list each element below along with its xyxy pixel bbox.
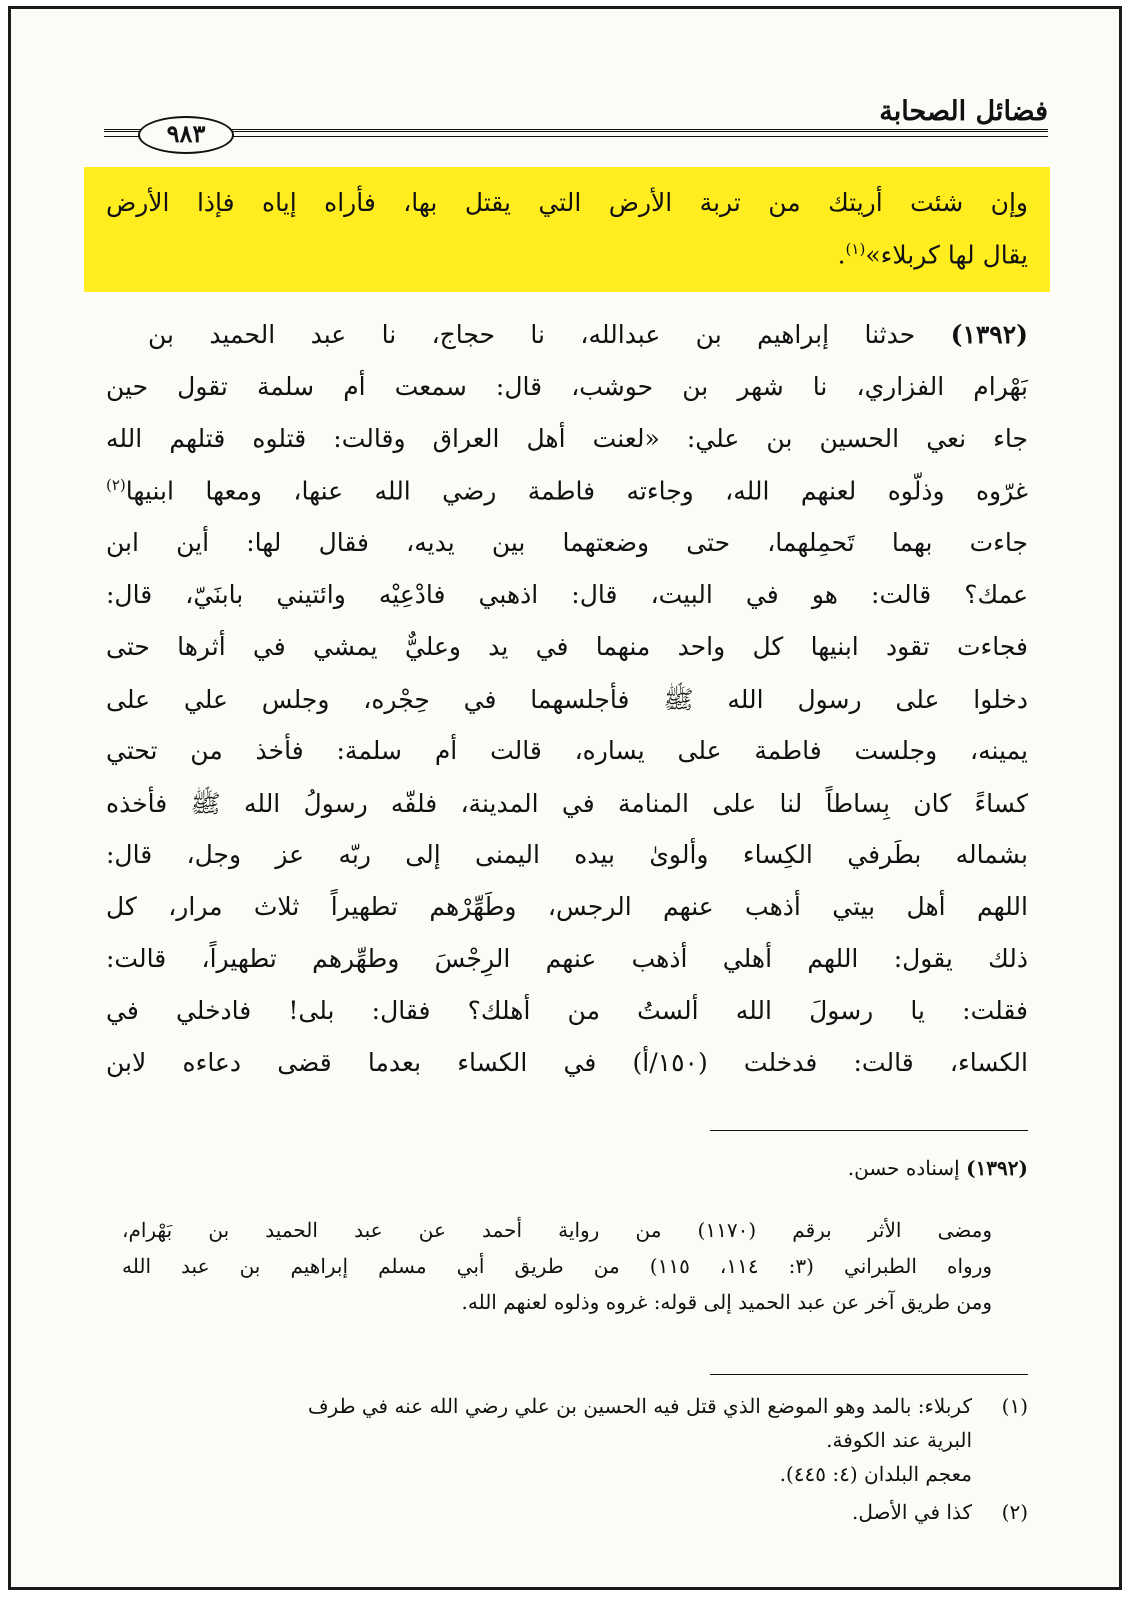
hadith-number: (١٣٩٢) — [950, 320, 1028, 349]
takhrij-separator — [710, 1130, 1028, 1131]
hadith-line-5: جاءت بهما تَحمِلهما، حتى وضعتهما بين يديه، فقال لها: أين ابن — [106, 528, 1028, 557]
footnote-1-marker: (١) — [1001, 1394, 1028, 1418]
takhrij-number: (١٣٩٢) — [966, 1156, 1028, 1180]
hadith-line-14: فقلت: يا رسولَ الله ألستُ من أهلك؟ فقال: بلى! فادخلي في — [106, 996, 1028, 1025]
hadith-line-10: كساءً كان بِساطاً لنا على المنامة في المدينة، فلفّه رسولُ الله ﷺ فأخذه — [106, 789, 1028, 818]
footnote-1-line-3: معجم البلدان (٤: ٤٤٥). — [779, 1462, 972, 1486]
highlighted-line-2-tail: . — [837, 240, 846, 270]
takhrij-heading — [106, 1156, 1028, 1180]
footnote-separator — [710, 1374, 1028, 1375]
highlighted-line-2-text: يقال لها كربلاء» — [865, 240, 1028, 270]
footnote-1-line-1 — [106, 1394, 1028, 1418]
highlighted-line-2 — [106, 240, 1028, 269]
hadith-line-1-text: حدثنا إبراهيم بن عبدالله، نا حجاج، نا عبد الحميد بن — [148, 320, 916, 349]
hadith-line-11: بشماله بطَرفي الكِساء وألوىٰ بيده اليمنى إلى ربّه عز وجل، قال: — [106, 840, 1028, 869]
takhrij-line-1: ومضى الأثر برقم (١١٧٠) من رواية أحمد عن عبد الحميد بن بَهْرام، — [122, 1218, 992, 1242]
hadith-line-3: جاء نعي الحسين بن علي: «لعنت أهل العراق وقالت: قتلوه قتلهم الله — [106, 424, 1028, 453]
footnote-2-marker: (٢) — [1001, 1500, 1028, 1524]
hadith-line-12: اللهم أهل بيتي أذهب عنهم الرجس، وطَهِّرْهم تطهيراً ثلاث مرار، كل — [106, 892, 1029, 921]
takhrij-line-3: ومن طريق آخر عن عبد الحميد إلى قوله: غروه وذلوه لعنهم الله. — [461, 1290, 992, 1314]
hadith-line-15: الكساء، قالت: فدخلت (١٥٠/أ) في الكساء بعدما قضى دعاءه لابن — [106, 1048, 1028, 1077]
takhrij-line-2: ورواه الطبراني (٣: ١١٤، ١١٥) من طريق أبي مسلم إبراهيم بن عبد الله — [122, 1254, 993, 1278]
hadith-line-9: يمينه، وجلست فاطمة على يساره، قالت أم سلمة: فأخذ من تحتي — [106, 736, 1028, 765]
hadith-line-4 — [106, 476, 1028, 505]
takhrij-grade: إسناده حسن. — [847, 1156, 960, 1180]
page-number: ٩٨٣ — [138, 116, 234, 154]
hadith-line-13: ذلك يقول: اللهم أهلي أذهب عنهم الرِجْسَ وطهِّرهم تطهيراً، قالت: — [106, 944, 1028, 973]
hadith-line-8: دخلوا على رسول الله ﷺ فأجلسهما في حِجْره، وجلس علي على — [106, 685, 1028, 714]
hadith-line-6: عمك؟ قالت: هو في البيت، قال: اذهبي فادْعِيْه وائتيني بابنَيّ، قال: — [106, 580, 1028, 609]
header-rule — [104, 129, 1048, 137]
footnote-2-line-1 — [106, 1500, 1028, 1524]
hadith-line-7: فجاءت تقود ابنيها كل واحد منهما في يد وعليٌّ يمشي في أثرها حتى — [106, 632, 1028, 661]
highlighted-passage-background — [84, 167, 1050, 292]
footnote-marker-1[interactable]: (١) — [845, 240, 866, 258]
footnote-2-text: كذا في الأصل. — [852, 1500, 972, 1524]
highlighted-line-1: وإن شئت أريتك من تربة الأرض التي يقتل بها، فأراه إياه فإذا الأرض — [106, 188, 1028, 217]
hadith-line-1 — [148, 320, 1028, 349]
footnote-1-line-2: البرية عند الكوفة. — [826, 1428, 972, 1452]
running-title: فضائل الصحابة — [879, 96, 1048, 127]
hadith-line-4-text: غرّوه وذلّوه لعنهم الله، وجاءته فاطمة رضي الله عنها، ومعها ابنيها — [125, 476, 1028, 506]
footnote-1-text-1: كربلاء: بالمد وهو الموضع الذي قتل فيه الحسين بن علي رضي الله عنه في طرف — [307, 1394, 972, 1418]
hadith-line-2: بَهْرام الفزاري، نا شهر بن حوشب، قال: سمعت أم سلمة تقول حين — [106, 372, 1028, 401]
footnote-marker-2[interactable]: (٢) — [106, 476, 126, 494]
